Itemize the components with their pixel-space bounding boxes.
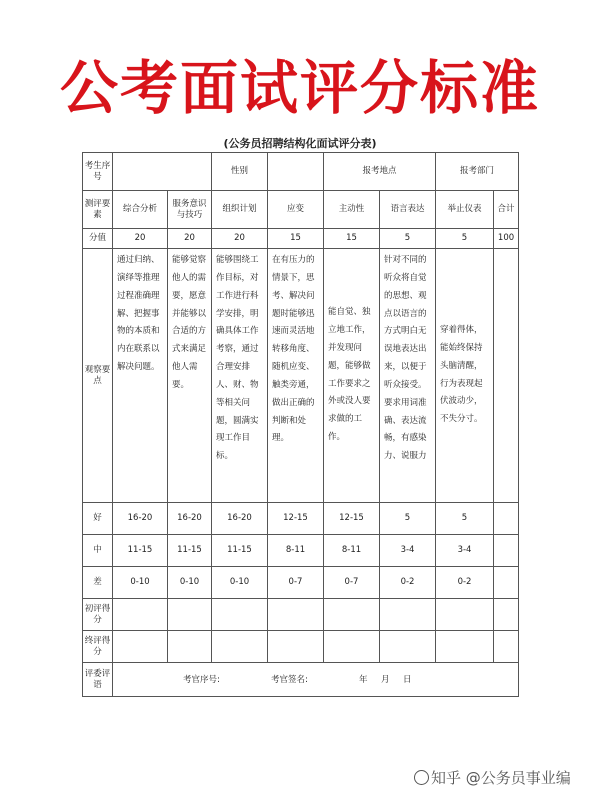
observation-label: 观察要点 [83,249,113,503]
initial-score-2[interactable] [168,599,212,631]
level-medium-4: 8-11 [268,535,324,567]
score-3: 20 [212,229,268,249]
criterion-7: 举止仪表 [436,191,494,229]
level-medium-2: 11-15 [168,535,212,567]
level-label-medium: 中 [83,535,113,567]
observation-row [83,249,519,503]
criteria-label: 测评要素 [83,191,113,229]
candidate-info-row [83,153,519,191]
comment-label: 评委评语 [83,663,113,697]
criteria-row [83,191,519,229]
score-5: 15 [324,229,380,249]
score-6: 5 [380,229,436,249]
candidate-no-label: 考生序号 [83,153,113,191]
final-score-total[interactable] [494,631,519,663]
level-label-poor: 差 [83,567,113,599]
level-good-2: 16-20 [168,503,212,535]
final-score-2[interactable] [168,631,212,663]
signature-area[interactable] [113,663,519,697]
level-row-good [83,503,519,535]
score-1: 20 [113,229,168,249]
initial-score-total[interactable] [494,599,519,631]
score-7: 5 [436,229,494,249]
level-row-medium [83,535,519,567]
level-label-good: 好 [83,503,113,535]
final-score-5[interactable] [324,631,380,663]
score-label: 分值 [83,229,113,249]
observation-4: 在有压力的情景下，思考、解决问题时能够迅速而灵活地转移角度、随机应变、触类旁通，做出正确的判断和处理。 [268,249,324,503]
level-poor-1: 0-10 [113,567,168,599]
level-good-total[interactable] [494,503,519,535]
initial-score-6[interactable] [380,599,436,631]
observation-3: 能够围绕工作目标，对工作进行科学安排，明确具体工作考察，通过合理安排人、财、物等相关问题，圆满实现工作目标。 [212,249,268,503]
examiner-sign-label: 考官签名: [271,674,308,685]
observation-5: 能自觉、独立地工作，并发现问题，能够做工作要求之外或没人要求做的工作。 [324,249,380,503]
level-poor-4: 0-7 [268,567,324,599]
level-poor-5: 0-7 [324,567,380,599]
observation-2: 能够觉察他人的需要，愿意并能够以合适的方式来满足他人需要。 [168,249,212,503]
final-score-1[interactable] [113,631,168,663]
level-good-3: 16-20 [212,503,268,535]
final-score-6[interactable] [380,631,436,663]
criterion-6: 语言表达 [380,191,436,229]
criterion-total: 合计 [494,191,519,229]
date-month-label: 月 [381,674,390,685]
observation-7: 穿着得体，能始终保持头脑清醒，行为表现起伏波动少，不失分寸。 [436,249,494,503]
final-score-7[interactable] [436,631,494,663]
score-row [83,229,519,249]
initial-score-row [83,599,519,631]
level-medium-6: 3-4 [380,535,436,567]
watermark-text: 知乎 @公务员事业编 [431,769,571,787]
date-day-label: 日 [403,674,412,685]
initial-score-3[interactable] [212,599,268,631]
level-good-5: 12-15 [324,503,380,535]
level-medium-7: 3-4 [436,535,494,567]
gender-cell[interactable] [268,153,324,191]
final-score-label: 终评得分 [83,631,113,663]
level-row-poor [83,567,519,599]
date-year-label: 年 [359,674,368,685]
observation-6: 针对不同的听众将自觉的思想、观点以语言的方式明白无误地表达出来，以便于听众接受。要求用词准确、表达流畅，有感染力、说服力 [380,249,436,503]
observation-1: 通过归纳、演绎等推理过程准确理解、把握事物的本质和内在联系以解决问题。 [113,249,168,503]
criterion-2: 服务意识与技巧 [168,191,212,229]
criterion-1: 综合分析 [113,191,168,229]
page-title: 公考面试评分标准 [59,54,540,122]
criterion-4: 应变 [268,191,324,229]
watermark [414,767,571,788]
department-label: 报考部门 [436,153,519,191]
final-score-4[interactable] [268,631,324,663]
level-poor-6: 0-2 [380,567,436,599]
level-medium-1: 11-15 [113,535,168,567]
final-score-row [83,631,519,663]
level-medium-total[interactable] [494,535,519,567]
level-good-1: 16-20 [113,503,168,535]
form-subtitle: (公务员招聘结构化面试评分表) [223,137,377,150]
score-total: 100 [494,229,519,249]
score-4: 15 [268,229,324,249]
level-good-4: 12-15 [268,503,324,535]
initial-score-7[interactable] [436,599,494,631]
gender-label: 性别 [212,153,268,191]
final-score-3[interactable] [212,631,268,663]
zhihu-icon [414,770,429,785]
score-sheet-table [82,152,519,697]
level-medium-5: 8-11 [324,535,380,567]
level-poor-total[interactable] [494,567,519,599]
level-poor-7: 0-2 [436,567,494,599]
exam-location-label: 报考地点 [324,153,436,191]
criterion-5: 主动性 [324,191,380,229]
criterion-3: 组织计划 [212,191,268,229]
level-poor-2: 0-10 [168,567,212,599]
candidate-no-cell[interactable] [113,153,212,191]
initial-score-4[interactable] [268,599,324,631]
score-2: 20 [168,229,212,249]
observation-total-cell [494,249,519,503]
level-good-6: 5 [380,503,436,535]
comment-row [83,663,519,697]
level-poor-3: 0-10 [212,567,268,599]
level-medium-3: 11-15 [212,535,268,567]
initial-score-5[interactable] [324,599,380,631]
initial-score-label: 初评得分 [83,599,113,631]
initial-score-1[interactable] [113,599,168,631]
examiner-no-label: 考官序号: [183,674,220,685]
level-good-7: 5 [436,503,494,535]
